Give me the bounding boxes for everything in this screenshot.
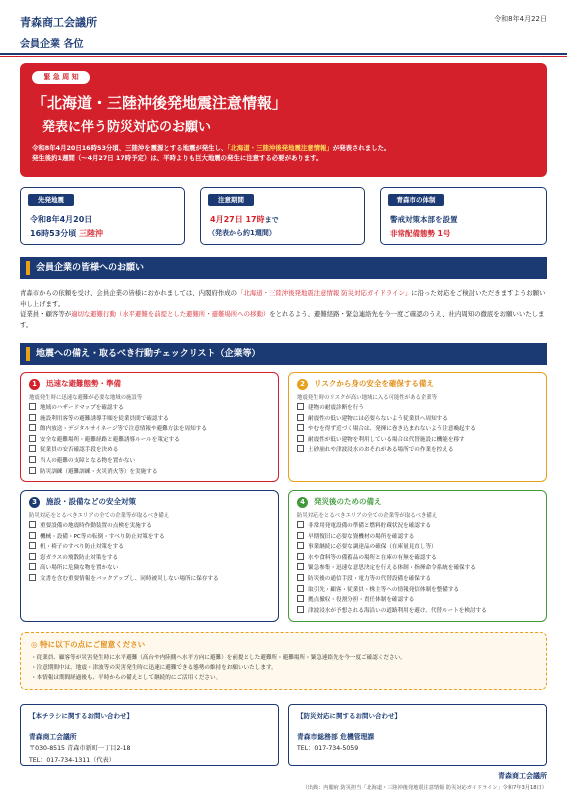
banner-body-text: 令和8年4月20日16時53分頃、三陸沖を震源とする地震が発生し、 [32,144,228,152]
info-box-location: 三陸沖 [79,229,104,238]
checklist-item: 耐震性が低い建物を利用している場合は代替施設に機能を移す [297,435,476,446]
info-box-line: （発表から約1週間） [208,229,276,237]
card-subtitle: 防災対応をとるべきエリアの全ての企業等が取るべき備え [297,513,438,519]
notice-item: ・従業員、顧客等が災害発生時に水平避難（高台や内陸側へ水平方向に避難）を前提とした避難所・避難場所・緊急連絡先を今一度ご確認ください。 [31,655,406,661]
contact-phone: TEL：017-734-1311（代表） [29,757,115,764]
checklist-item: 文書を含む重要情報をバックアップし、同時被災しない場所に保存する [29,574,219,585]
checklist-item: 早期復旧に必要な資機材の場所を確認する [297,532,487,543]
emergency-badge: 緊 急 周 知 [32,71,90,84]
info-box-line: 非常配備態勢 1号 [390,229,451,238]
card-checklist [29,403,207,477]
info-box-line [30,228,103,239]
card-title: 迅速な避難態勢・準備 [46,379,121,388]
banner-body-text: が発表されました。 [332,144,391,152]
checklist-item: 重要設備の地震時作動装置の点検を実施する [29,521,219,532]
checklist-item: 非常用発電設備の準備と燃料貯蔵状況を確認する [297,521,487,532]
checklist-item: 防災訓練（避難訓練・火災消火等）を実施する [29,467,207,478]
contact-box-city [288,704,547,766]
banner-body-text: 発生後約1週間（〜4月27日 17時予定）は、平時よりも巨大地震の発生に注意する必要があります。 [32,154,323,162]
info-box-tag: 注意期間 [208,194,254,206]
checklist-item: 機械・設備・PC等の転倒・すべり防止対策をする [29,532,219,543]
checklist-item: 緊急参集・迅速な意思決定を行える体制・指揮命令系統を確保する [297,563,487,574]
checklist-item: 事業継続に必要な調達品の確保（在庫量見直し等） [297,542,487,553]
checklist-item: 高い場所に危険な物を置かない [29,563,219,574]
checklist-card-safety [288,372,547,482]
contact-title: 【本チラシに関するお問い合わせ】 [29,712,133,720]
info-box-line: 令和8年4月20日 [30,215,93,224]
checklist-item: 窓ガラスの飛散防止対策をする [29,553,219,564]
card-subtitle: 防災対応をとるべきエリアの全ての企業等が取るべき備え [29,513,170,519]
checklist-item: 当人の避難の支障となる物を置かない [29,456,207,467]
checklist-item: 津波浸水が予想される海沿いの道路利用を避け、代替ルートを検討する [297,606,487,617]
info-box-line [210,214,279,225]
checklist-item: 建物の耐震診断を行う [297,403,476,414]
header-divider [0,53,567,55]
checklist-item: 水や食料等の備蓄品の場所と在庫の有無を確認する [297,553,487,564]
banner-body [32,143,537,163]
footer-source: （出典：内閣府 防災担当「北海道・三陸沖後発地震注意情報 防災対応ガイドライン」令和7年3月18日） [302,785,547,791]
checklist-item: 耐震性の低い建物には必要らないよう従業員へ周知する [297,414,476,425]
card-subtitle: 地震発生時のリスクが高い地域に入る可能性がある企業等 [297,395,438,401]
organization-name: 青森商工会議所 [20,16,97,29]
checklist-item: 取引先・顧客・従業員・株主等への情報発信体制を整備する [297,585,487,596]
checklist-card-evacuation [20,372,279,482]
banner-title: 「北海道・三陸沖後発地震注意情報」 [32,94,288,112]
banner-subtitle: 発表に伴う防災対応のお願い [42,120,212,135]
info-box-until: まで [264,216,279,224]
card-checklist [297,403,476,456]
card-number: 3 [29,497,40,508]
checklist-item: 従業員の安否確認手段を決める [29,445,207,456]
checklist-card-post-disaster [288,490,547,622]
checklist-item: 拠点撤収・役割分担・責任体制を確認する [297,595,487,606]
checklist-item: 防災後の通信手段・電力等の代替設備を確保する [297,574,487,585]
contact-title: 【防災対応に関するお問い合わせ】 [297,712,401,720]
footer-organization: 青森商工会議所 [498,772,547,780]
notice-item: ・本情報は期間経過後も、平時からの備えとして継続的にご活用ください。 [31,675,222,681]
card-title: リスクから身の安全を確保する備え [314,379,434,388]
header-divider-accent [0,56,567,57]
section-header-checklist: 地震への備え・取るべき行動チェックリスト（企業等） [20,343,547,365]
card-number: 4 [297,497,308,508]
card-title: 発災後のための備え [314,497,382,506]
intro-text-part: 青森市からの依頼を受け、会員企業の皆様におかれましては、内閣府作成の [20,289,238,297]
intro-guideline: 「北海道・三陸沖後発地震注意情報 防災対応ガイドライン」 [237,289,412,297]
addressee: 会員企業 各位 [20,39,84,50]
info-box-time: 16時53分頃 [30,229,80,238]
checklist-item: 館内放送・デジタルサイネージ等で注意情報や避難方法を周知する [29,424,207,435]
checklist-item: 地域のハザードマップを確認する [29,403,207,414]
intro-evacuation: 適切な避難行動（水平避難を前提とした避難所・避難場所への移動） [71,310,270,318]
checklist-item: 施設利用客等の避難誘導手順を従業員間で確認する [29,414,207,425]
info-box-tag: 先発地震 [28,194,74,206]
intro-text-part: をとれるよう、避難経路・緊急連絡先を今一度ご確認のうえ、社内周知の徹底をお願いいたします。 [20,310,545,329]
checklist-item: やむを得ず近づく場合は、発揮に巻き込まれないよう注意喚起する [297,424,476,435]
contact-phone: TEL：017-734-5059 [297,745,359,752]
checklist-item: 机・椅子のすべり防止対策をする [29,542,219,553]
notice-box [20,632,547,690]
checklist-card-facilities [20,490,279,622]
contact-address: 〒030-8515 青森市新町一丁目2-18 [29,745,131,752]
contact-name: 青森市総務部 危機管理課 [297,733,375,741]
info-box-tag: 青森市の体制 [388,194,444,206]
contact-box-chamber [20,704,279,766]
notice-item: ・注意期間中は、地震・津波等の災害発生時に迅速に避難できる態勢の維持をお願いいたします。 [31,665,277,671]
card-subtitle: 地震発生時に迅速な避難が必要な地域の施設等 [29,395,143,401]
section-header-request: 会員企業の皆様へのお願い [20,257,547,279]
info-box-deadline: 4月27日 17時 [210,215,265,224]
card-checklist [297,521,487,616]
notice-list [31,653,406,683]
info-box-line: 警戒対策本部を設置 [390,215,458,224]
checklist-item: 土砂崩れや津波浸水のおそれがある場所での作業を控える [297,445,476,456]
card-number: 1 [29,379,40,390]
checklist-item: 安全な避難場所・避難経路と避難誘導ルールを策定する [29,435,207,446]
intro-text-part: に沿った対応をご検討いただきますようお願い申し上げます。 [20,289,546,308]
card-title: 施設・設備などの安全対策 [46,497,136,506]
intro-text-part: 従業員・顧客等が [20,310,72,318]
notice-title: ◎ 特に以下の点にご留意ください [31,640,146,649]
issue-date: 令和8年4月22日 [494,15,547,23]
card-number: 2 [297,379,308,390]
banner-body-highlight: 「北海道・三陸沖後発地震注意情報」 [227,144,333,152]
contact-name: 青森商工会議所 [29,733,77,741]
card-checklist [29,521,219,585]
intro-text [20,288,547,330]
